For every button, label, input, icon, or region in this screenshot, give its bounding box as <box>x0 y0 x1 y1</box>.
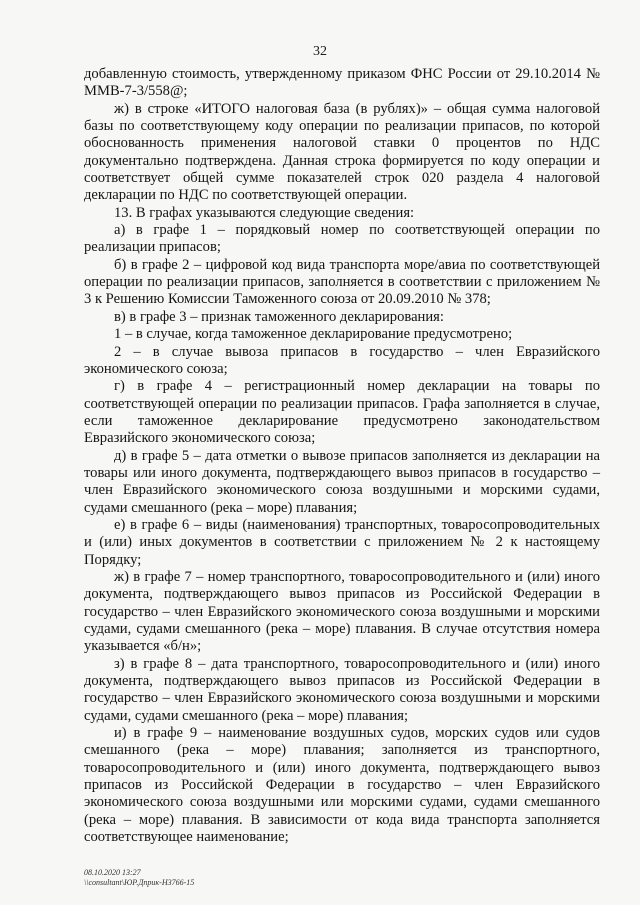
paragraph-item-b: б) в графе 2 – цифровой код вида транспорта море/авиа по соответствующей операции по реализации припасов, заполняется в соответствии с приложением № 3 к Решению Комиссии Таможенного союза от 20.09.2010 № 378; <box>84 256 600 308</box>
paragraph-item-v-1: 1 – в случае, когда таможенное декларирование предусмотрено; <box>114 326 513 343</box>
paragraph-section-13: 13. В графах указываются следующие сведения: <box>114 204 415 221</box>
document-footer <box>84 868 194 888</box>
paragraph-item-a: а) в графе 1 – порядковый номер по соответствующей операции по реализации припасов; <box>84 222 600 256</box>
paragraph-item-d: д) в графе 5 – дата отметки о вывозе припасов заполняется из декларации на товары или иного документа, подтверждающего вывоз припасов в государство – член Евразийского экономического союза воздушными и морскими судами, судами смешанного (река – море) плавания; <box>84 447 600 516</box>
footer-timestamp: 08.10.2020 13:27 <box>84 868 141 877</box>
paragraph-continuation: добавленную стоимость, утвержденному приказом ФНС России от 29.10.2014 № ММВ-7-3/558@; <box>84 66 600 100</box>
paragraph-item-v: в) в графе 3 – признак таможенного декларирования: <box>114 308 444 325</box>
paragraph-item-v-2: 2 – в случае вывоза припасов в государство – член Евразийского экономического союза; <box>84 343 600 377</box>
paragraph-item-i: и) в графе 9 – наименование воздушных судов, морских судов или судов смешанного (река – море) плавания; заполняется из транспортного, товаросопроводительного и (или) иного документа, подтверждающего вывоз припасов из Российской Федерации в государство – член Евразийского экономического союза воздушными или морскими судами, судами смешанного (река – море) плавания. В зависимости от кода вида транспорта заполняется соответствующее наименование; <box>84 725 600 846</box>
document-body <box>84 66 600 846</box>
paragraph-item-zh: ж) в графе 7 – номер транспортного, товаросопроводительного и (или) иного документа, подтверждающего вывоз припасов из Российской Федерации в государство – член Евразийского экономического союза воздушными и морскими судами, судами смешанного (река – море) плавания. В случае отсутствия номера указывается «б/н»; <box>84 568 600 655</box>
page-number: 32 <box>313 44 327 59</box>
paragraph-item-g: г) в графе 4 – регистрационный номер декларации на товары по соответствующей операции по реализации припасов. Графа заполняется в случае, если таможенное декларирование предусмотрено законодательством Евразийского экономического союза; <box>84 378 600 447</box>
paragraph-item-zh-total: ж) в строке «ИТОГО налоговая база (в рублях)» – общая сумма налоговой базы по соответствующему коду операции по реализации припасов, по которой обоснованность применения налоговой ставки 0 процентов по НДС документально подтверждена. Данная строка формируется по коду операции и соответствует общей сумме показателей строк 020 раздела 4 налоговой декларации по НДС по соответствующей операции. <box>84 100 600 204</box>
paragraph-item-z: з) в графе 8 – дата транспортного, товаросопроводительного и (или) иного документа, подтверждающего вывоз припасов из Российской Федерации в государство – член Евразийского экономического союза воздушными и морскими судами, судами смешанного (река – море) плавания; <box>84 655 600 724</box>
footer-file-path: \\consultant\ЮР.Дприк-Н3766-15 <box>84 878 195 887</box>
paragraph-item-e: е) в графе 6 – виды (наименования) транспортных, товаросопроводительных и (или) иных документов в соответствии с приложением № 2 к настоящему Порядку; <box>84 516 600 568</box>
